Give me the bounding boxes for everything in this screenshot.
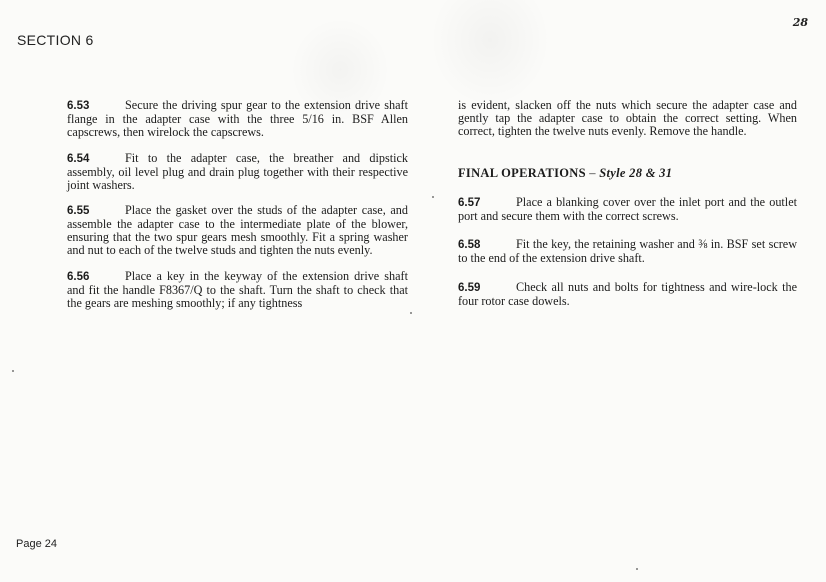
paragraph-text: Place a blanking cover over the inlet port and the outlet port and secure them with the correct screws. [458, 194, 797, 223]
paragraph-text: Place a key in the keyway of the extension drive shaft and fit the handle F8367/Q to the shaft. Turn the shaft to check that the gears are meshing smoothly; if any tightness [67, 269, 408, 310]
paragraph-text: Check all nuts and bolts for tightness and wire-lock the four rotor case dowels. [458, 280, 797, 309]
paragraph-6-58 [458, 238, 797, 265]
paragraph-6-55 [67, 204, 408, 257]
page-number: Page 24 [16, 538, 57, 550]
heading-dash: – [585, 165, 600, 180]
handwritten-page-mark: 28 [792, 16, 808, 29]
paragraph-text: Secure the driving spur gear to the extension drive shaft flange in the adapter case with the three 5/16 in. BSF Allen capscrews, then wirelock the capscrews. [67, 98, 408, 139]
paragraph-text: Fit the key, the retaining washer and ⅜ in. BSF set screw to the end of the extension drive shaft. [458, 237, 797, 266]
paragraph-6-57 [458, 196, 797, 223]
paragraph-continuation: is evident, slacken off the nuts which secure the adapter case and gently tap the adapter case to obtain the correct setting. When correct, tighten the twelve nuts evenly. Remove the handle. [458, 98, 797, 138]
heading-style-label: Style 28 & 31 [599, 165, 673, 180]
paragraph-text: Place the gasket over the studs of the adapter case, and assemble the adapter case to the intermediate plate of the blower, ensuring that the two spur gears mesh smoothly. Fit a spring washer and nut to each of the twelve studs and tighten the nuts evenly. [67, 203, 408, 258]
section-title: SECTION 6 [17, 32, 94, 48]
paragraph-6-54 [67, 152, 408, 192]
right-column [458, 99, 797, 308]
left-column [67, 99, 408, 310]
paragraph-number: 6.57 [458, 196, 481, 209]
paragraph-number: 6.54 [67, 152, 90, 165]
paragraph-number: 6.55 [67, 205, 90, 218]
paragraph-6-53 [67, 99, 408, 139]
paragraph-number: 6.56 [67, 271, 90, 284]
scan-speck [432, 196, 434, 198]
scan-speck [410, 312, 412, 314]
paragraph-6-59 [458, 281, 797, 308]
section-heading-final-operations [458, 167, 797, 180]
paragraph-6-56 [67, 270, 408, 310]
paragraph-number: 6.58 [458, 239, 481, 252]
paragraph-text: Fit to the adapter case, the breather and dipstick assembly, oil level plug and drain plug together with their respective joint washers. [67, 150, 408, 192]
scan-speck [12, 370, 14, 372]
paragraph-number: 6.53 [67, 100, 90, 112]
scan-speck [636, 568, 638, 570]
paragraph-number: 6.59 [458, 282, 481, 295]
heading-main-text: FINAL OPERATIONS [458, 165, 586, 180]
